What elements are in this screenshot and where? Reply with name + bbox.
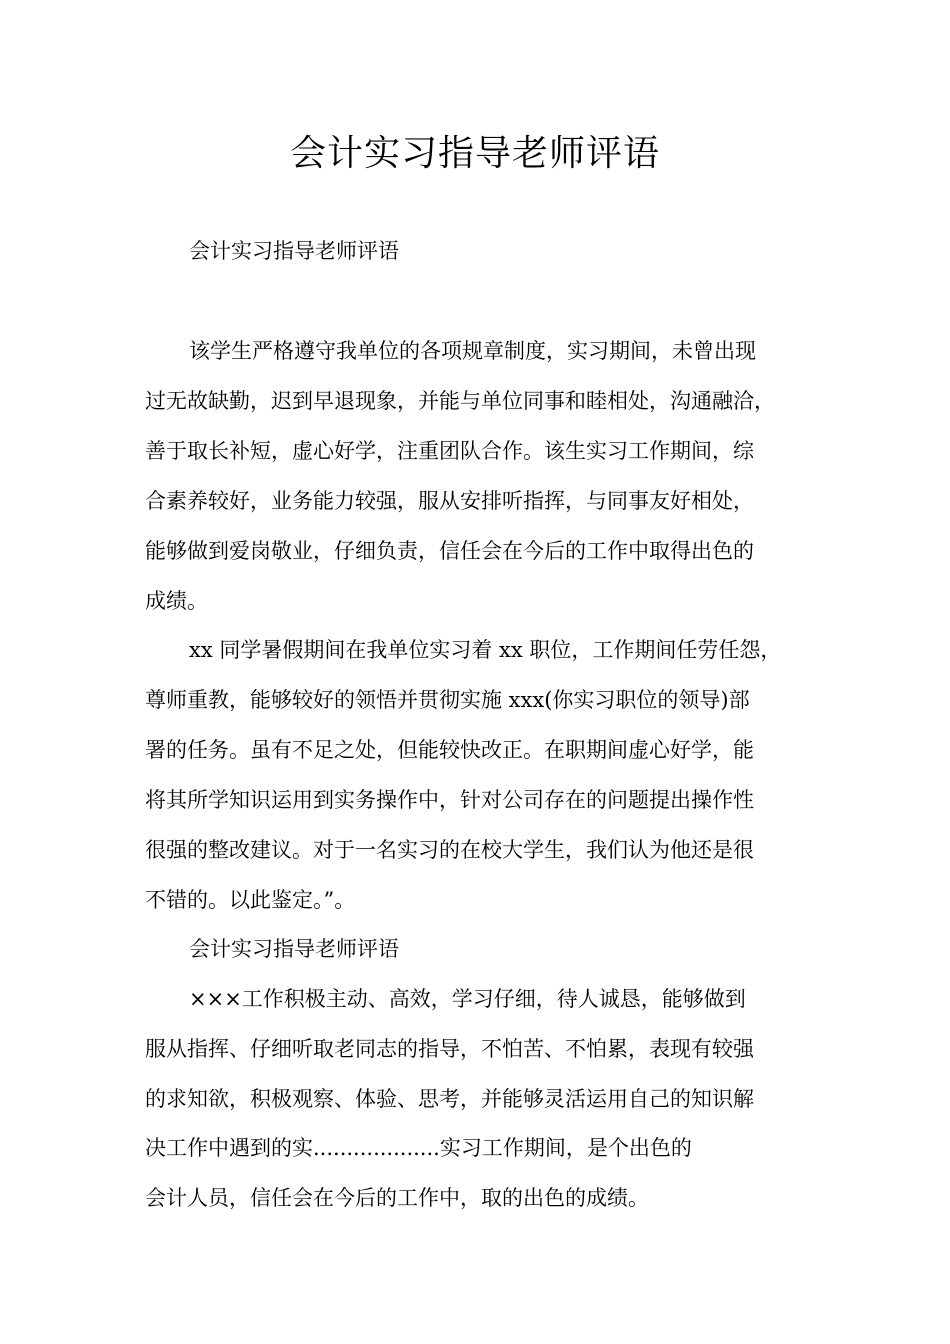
paragraph-line: ×××工作积极主动、高效，学习仔细，待人诚恳，能够做到 (189, 987, 746, 1011)
paragraph-line: 署的任务。虽有不足之处，但能较快改正。在职期间虚心好学，能 (145, 738, 754, 762)
paragraph-line: 过无故缺勤，迟到早退现象，并能与单位同事和睦相处，沟通融洽， (145, 389, 775, 413)
paragraph-line: 决工作中遇到的实...................实习工作期间，是个出色的 (145, 1136, 692, 1160)
paragraph-line: 尊师重教，能够较好的领悟并贯彻实施 xxx(你实习职位的领导)部 (145, 688, 750, 712)
paragraph-line: 合素养较好，业务能力较强，服从安排听指挥，与同事友好相处， (145, 489, 754, 513)
paragraph-line: 善于取长补短，虚心好学，注重团队合作。该生实习工作期间，综 (145, 439, 754, 463)
paragraph-line: 会计人员，信任会在今后的工作中，取的出色的成绩。 (145, 1186, 649, 1210)
paragraph-line: 成绩。 (145, 589, 208, 613)
paragraph-line: 不错的。以此鉴定。”。 (145, 888, 356, 912)
subheading: 会计实习指导老师评语 (189, 937, 399, 961)
paragraph-line: 该学生严格遵守我单位的各项规章制度，实习期间，未曾出现 (189, 339, 756, 363)
paragraph-line: xx 同学暑假期间在我单位实习着 xx 职位，工作期间任劳任怨， (189, 638, 782, 662)
document-title: 会计实习指导老师评语 (289, 133, 660, 174)
paragraph-line: 服从指挥、仔细听取老同志的指导，不怕苦、不怕累，表现有较强 (145, 1037, 754, 1061)
paragraph-line: 很强的整改建议。对于一名实习的在校大学生，我们认为他还是很 (145, 838, 754, 862)
paragraph-line: 的求知欲，积极观察、体验、思考，并能够灵活运用自己的知识解 (145, 1087, 754, 1111)
paragraph-line: 将其所学知识运用到实务操作中，针对公司存在的问题提出操作性 (145, 788, 754, 812)
paragraph-line: 能够做到爱岗敬业，仔细负责，信任会在今后的工作中取得出色的 (145, 539, 754, 563)
subheading: 会计实习指导老师评语 (189, 239, 399, 263)
